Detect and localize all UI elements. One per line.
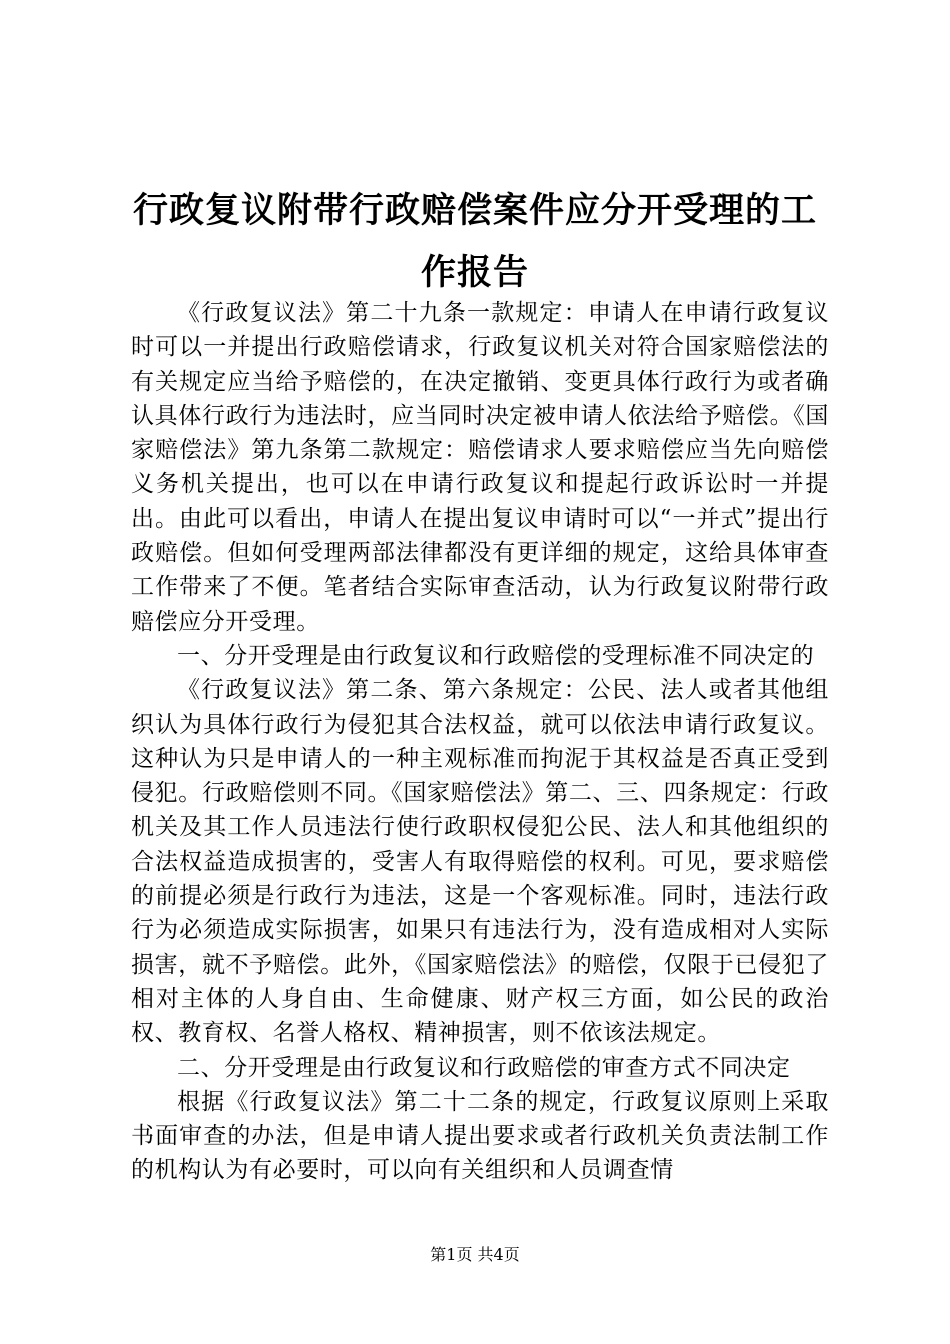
section-heading-2: 二、分开受理是由行政复议和行政赔偿的审查方式不同决定 bbox=[177, 1054, 791, 1081]
paragraph-section-1: 《行政复议法》第二条、第六条规定：公民、法人或者其他组织认为具体行政行为侵犯其合法权益，就可以依法申请行政复议。这种认为只是申请人的一种主观标准而拘泥于其权益是否真正受到侵犯。行政赔偿则不同。《国家赔偿法》第二、三、四条规定：行政机关及其工作人员违法行使行政职权侵犯公民、法人和其他组织的合法权益造成损害的，受害人有取得赔偿的权利。可见，要求赔偿的前提必须是行政行为违法，这是一个客观标准。同时，违法行政行为必须造成实际损害，如果只有违法行为，没有造成相对人实际损害，就不予赔偿。此外，《国家赔偿法》的赔偿，仅限于已侵犯了相对主体的人身自由、生命健康、财产权三方面，如公民的政治权、教育权、名誉人格权、精神损害，则不依该法规定。 bbox=[131, 677, 829, 1047]
section-heading-1: 一、分开受理是由行政复议和行政赔偿的受理标准不同决定的 bbox=[177, 642, 815, 669]
document-body bbox=[131, 296, 829, 1188]
paragraph-intro: 《行政复议法》第二十九条一款规定：申请人在申请行政复议时可以一并提出行政赔偿请求，行政复议机关对符合国家赔偿法的有关规定应当给予赔偿的，在决定撤销、变更具体行政行为或者确认具体行政行为违法时，应当同时决定被申请人依法给予赔偿。《国家赔偿法》第九条第二款规定：赔偿请求人要求赔偿应当先向赔偿义务机关提出，也可以在申请行政复议和提起行政诉讼时一并提出。由此可以看出，申请人在提出复议申请时可以“一并式”提出行政赔偿。但如何受理两部法律都没有更详细的规定，这给具体审查工作带来了不便。笔者结合实际审查活动，认为行政复议附带行政赔偿应分开受理。 bbox=[131, 300, 829, 635]
document-title: 行政复议附带行政赔偿案件应分开受理的工作报告 bbox=[132, 190, 817, 293]
paragraph-section-2: 根据《行政复议法》第二十二条的规定，行政复议原则上采取书面审查的办法，但是申请人提出要求或者行政机关负责法制工作的机构认为有必要时，可以向有关组织和人员调查情 bbox=[131, 1088, 829, 1184]
page-footer: 第1页 共4页 bbox=[430, 1245, 520, 1264]
